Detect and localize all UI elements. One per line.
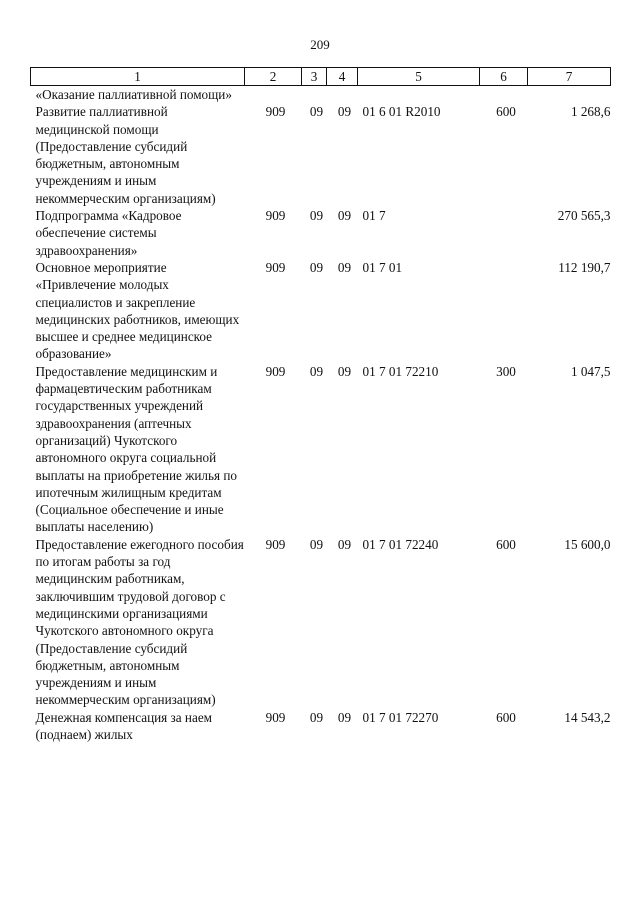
row-expense-type-code: 600 bbox=[496, 536, 516, 552]
row-target-code: 01 7 01 72240 bbox=[362, 536, 439, 552]
row-expense-type-code bbox=[480, 86, 528, 104]
row-amount: 15 600,0 bbox=[564, 536, 611, 552]
row-section-code bbox=[302, 86, 327, 104]
row-section-code: 09 bbox=[309, 536, 324, 552]
column-header: 1 bbox=[31, 68, 245, 86]
budget-table bbox=[30, 67, 611, 743]
row-name: Подпрограмма «Кадровое обеспечение системы здравоохранения» bbox=[35, 208, 182, 258]
row-target-code bbox=[358, 86, 480, 104]
row-subsection-code: 09 bbox=[337, 363, 352, 379]
table-row bbox=[31, 709, 611, 744]
row-amount: 14 543,2 bbox=[564, 709, 611, 725]
row-amount: 1 047,5 bbox=[570, 363, 611, 379]
row-section-code: 09 bbox=[309, 363, 324, 379]
table-row bbox=[31, 363, 611, 536]
row-gr-code: 909 bbox=[265, 536, 286, 552]
row-amount: 1 268,6 bbox=[570, 104, 611, 120]
column-header: 2 bbox=[245, 68, 302, 86]
row-expense-type-code: 300 bbox=[496, 363, 516, 379]
column-header: 4 bbox=[327, 68, 358, 86]
row-subsection-code: 09 bbox=[337, 259, 352, 275]
row-gr-code: 909 bbox=[265, 208, 286, 224]
table-row bbox=[31, 259, 611, 363]
row-target-code: 01 7 01 72210 bbox=[362, 363, 439, 379]
row-target-code: 01 6 01 R2010 bbox=[362, 104, 441, 120]
column-header: 7 bbox=[528, 68, 611, 86]
row-name: Основное мероприятие «Привлечение молодых специалистов и закрепление медицинских работников, имеющих высшее и среднее медицинское образование» bbox=[35, 259, 240, 362]
row-subsection-code: 09 bbox=[337, 104, 352, 120]
row-expense-type-code bbox=[480, 207, 528, 259]
table-row bbox=[31, 86, 611, 104]
row-section-code: 09 bbox=[309, 104, 324, 120]
row-section-code: 09 bbox=[309, 259, 324, 275]
column-header: 6 bbox=[480, 68, 528, 86]
row-expense-type-code: 600 bbox=[496, 104, 516, 120]
row-gr-code: 909 bbox=[265, 709, 286, 725]
table-row bbox=[31, 207, 611, 259]
row-name: Предоставление ежегодного пособия по итогам работы за год медицинским работникам, заключившим трудовой договор с медицинскими организациями Чукотского автономного округа (Предоставление субсидий бюджетным, автономным учреждениям и иным некоммерческим организациям) bbox=[35, 536, 244, 708]
row-amount: 112 190,7 bbox=[558, 259, 611, 275]
row-expense-type-code bbox=[480, 259, 528, 363]
row-subsection-code: 09 bbox=[337, 208, 352, 224]
row-subsection-code bbox=[327, 86, 358, 104]
row-name: Предоставление медицинским и фармацевтическим работникам государственных учреждений здравоохранения (аптечных организаций) Чукотского автономного округа социальной выплаты на приобретение жилья по ипотечным жилищным кредитам (Социальное обеспечение и иные выплаты населению) bbox=[35, 363, 237, 535]
row-gr-code: 909 bbox=[265, 104, 286, 120]
row-section-code: 09 bbox=[309, 709, 324, 725]
row-target-code: 01 7 bbox=[362, 208, 386, 224]
row-name: «Оказание паллиативной помощи» bbox=[35, 87, 232, 102]
row-target-code: 01 7 01 bbox=[362, 259, 403, 275]
column-header: 5 bbox=[358, 68, 480, 86]
table-row bbox=[31, 103, 611, 207]
row-name: Денежная компенсация за наем (поднаем) жилых bbox=[35, 709, 213, 742]
row-amount: 270 565,3 bbox=[557, 208, 611, 224]
row-expense-type-code: 600 bbox=[496, 709, 516, 725]
row-amount bbox=[528, 86, 611, 104]
row-gr-code: 909 bbox=[265, 363, 286, 379]
row-gr-code bbox=[245, 86, 302, 104]
row-name: Развитие паллиативной медицинской помощи (Предоставление субсидий бюджетным, автономным учреждениям и иным некоммерческим организациям) bbox=[35, 104, 216, 206]
table-header-row bbox=[31, 68, 611, 86]
row-section-code: 09 bbox=[309, 208, 324, 224]
row-subsection-code: 09 bbox=[337, 709, 352, 725]
row-subsection-code: 09 bbox=[337, 536, 352, 552]
row-gr-code: 909 bbox=[265, 259, 286, 275]
column-header: 3 bbox=[302, 68, 327, 86]
row-target-code: 01 7 01 72270 bbox=[362, 709, 439, 725]
table-row bbox=[31, 536, 611, 709]
page-number: 209 bbox=[310, 37, 330, 52]
